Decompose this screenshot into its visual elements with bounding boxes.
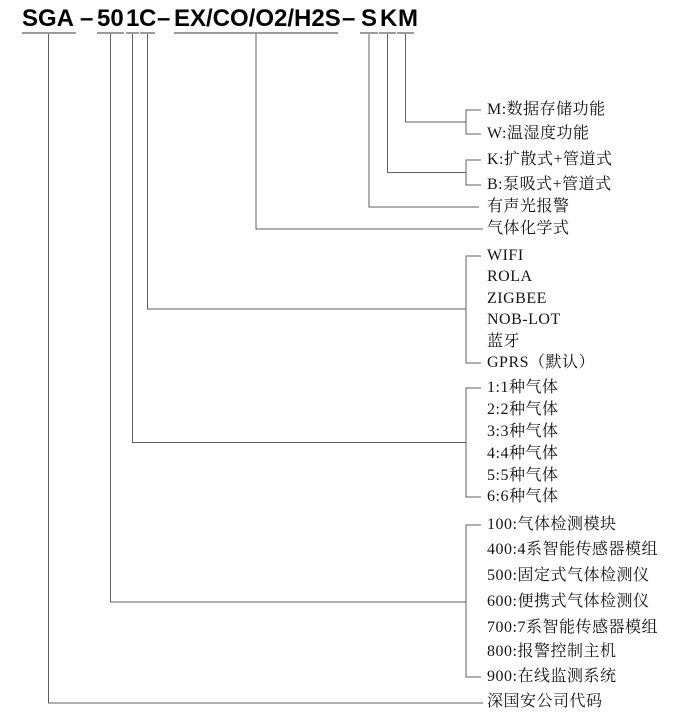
alarm-label: 有声光报警 (487, 198, 570, 215)
underline-gas-count (126, 32, 139, 34)
gas-formula-label: 气体化学式 (487, 220, 570, 237)
series-option-700: 700:7系智能传感器模组 (487, 619, 658, 636)
model-series-code: 50 (97, 5, 124, 32)
option-w-temp-humidity: W:温湿度功能 (487, 125, 590, 142)
underline-comm (140, 32, 155, 34)
gas-count-option-2: 2:2种气体 (487, 401, 559, 418)
comm-option-gprs: GPRS（默认） (487, 354, 596, 371)
comm-option-zigbee: ZIGBEE (487, 290, 547, 307)
model-gas-count-code: 1 (126, 5, 140, 32)
model-separator: – (80, 5, 94, 32)
gas-count-option-6: 6:6种气体 (487, 488, 559, 505)
line-series-code (111, 33, 467, 602)
bracket-series (466, 525, 481, 677)
series-option-800: 800:报警控制主机 (487, 643, 617, 660)
gas-count-option-4: 4:4种气体 (487, 445, 559, 462)
gas-count-option-3: 3:3种气体 (487, 423, 559, 440)
underline-alarm (360, 32, 378, 34)
line-alarm-code (369, 33, 479, 207)
comm-option-bluetooth: 蓝牙 (487, 333, 521, 350)
line-function-code (406, 33, 467, 122)
model-sampling-code: K (380, 5, 398, 32)
line-comm-code (148, 33, 467, 309)
model-separator: – (342, 5, 356, 32)
series-option-500: 500:固定式气体检测仪 (487, 567, 650, 584)
company-code-label: 深国安公司代码 (487, 693, 603, 710)
model-separator: – (157, 5, 171, 32)
underline-sampling (379, 32, 396, 34)
comm-option-nob-lot: NOB-LOT (487, 311, 561, 328)
option-m-data-storage: M:数据存储功能 (487, 101, 606, 118)
underline-company (22, 32, 76, 34)
model-function-code: M (398, 5, 418, 32)
underline-series (97, 32, 124, 34)
gas-count-option-1: 1:1种气体 (487, 379, 559, 396)
series-option-100: 100:气体检测模块 (487, 516, 617, 533)
line-gas-count-code (133, 33, 467, 443)
comm-option-wifi: WIFI (487, 247, 524, 264)
comm-option-rola: ROLA (487, 268, 533, 285)
bracket-sampling (466, 160, 481, 185)
model-alarm-code: S (361, 5, 378, 32)
series-option-600: 600:便携式气体检测仪 (487, 593, 650, 610)
line-sampling-code (388, 33, 467, 173)
series-option-400: 400:4系智能传感器模组 (487, 541, 658, 558)
gas-count-option-5: 5:5种气体 (487, 467, 559, 484)
option-k-diffusion: K:扩散式+管道式 (487, 151, 613, 168)
series-option-900: 900:在线监测系统 (487, 668, 617, 685)
option-b-pump: B:泵吸式+管道式 (487, 176, 612, 193)
model-gas-formula-code: EX/CO/O2/H2S (174, 5, 341, 32)
model-company-code: SGA (22, 5, 75, 32)
bracket-function (466, 110, 481, 134)
bracket-gas-count (466, 388, 481, 497)
model-comm-code: C (139, 5, 157, 32)
bracket-comm (466, 256, 481, 363)
underline-gas-formula (174, 32, 338, 34)
underline-function (397, 32, 414, 34)
